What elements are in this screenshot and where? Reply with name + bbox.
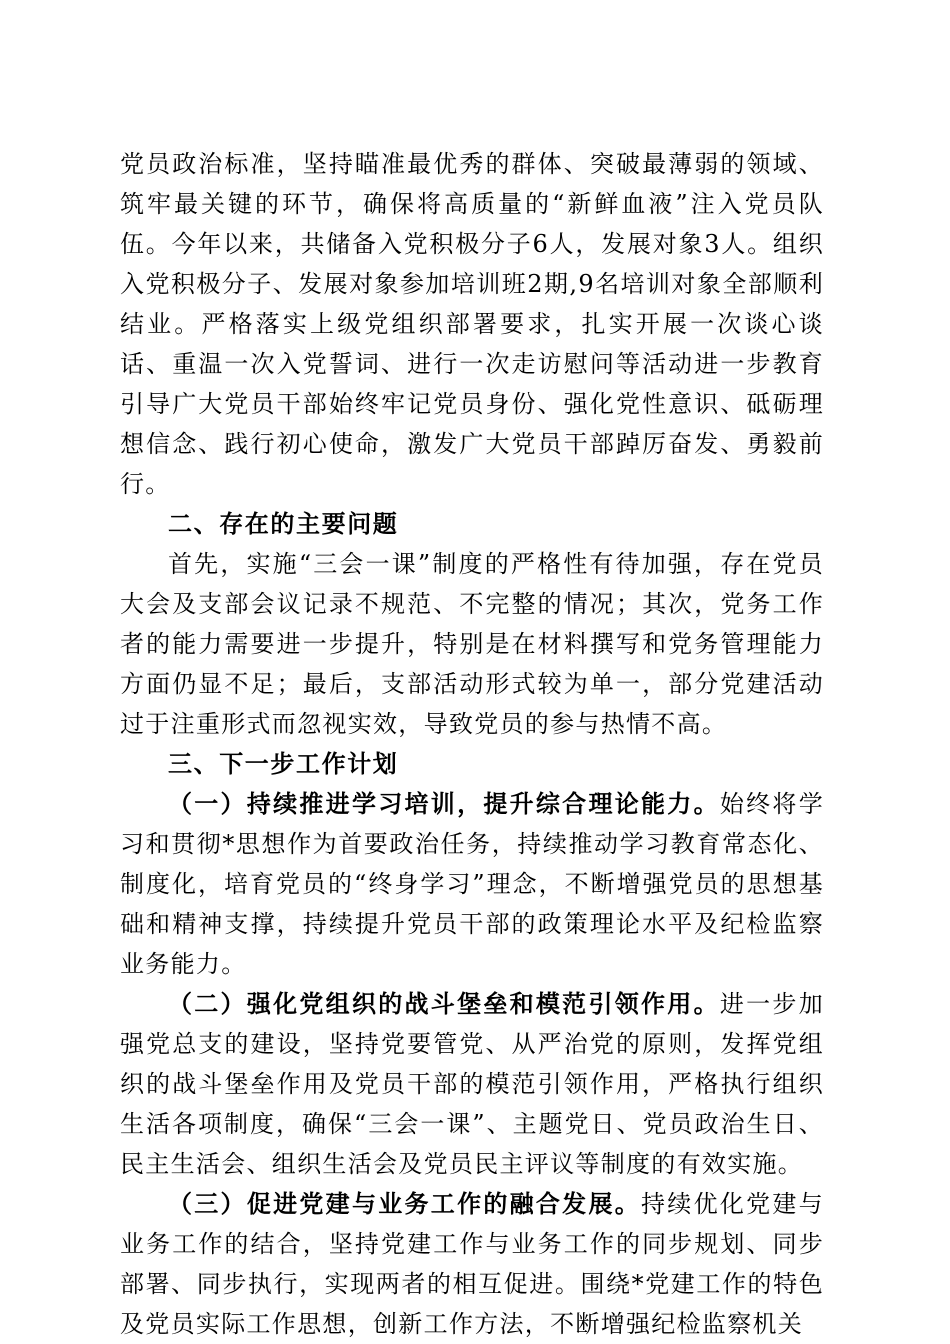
document-page bbox=[120, 144, 824, 1344]
problems-paragraph: 首先，实施“三会一课”制度的严格性有待加强，存在党员大会及支部会议记录不规范、不完整的情况；其次，党务工作者的能力需要进一步提升，特别是在材料撰写和党务管理能力方面仍显不足；最后，支部活动形式较为单一，部分党建活动过于注重形式而忽视实效，导致党员的参与热情不高。 bbox=[120, 550, 824, 738]
plan-item-1-body: 始终将学习和贯彻*思想作为首要政治任务，持续推动学习教育常态化、制度化，培育党员的“终身学习”理念，不断增强党员的思想基础和精神支撑，持续提升党员干部的政策理论水平及纪检监察业务能力。 bbox=[120, 790, 824, 978]
section-heading-problems: 二、存在的主要问题 bbox=[168, 510, 399, 538]
plan-item-2-body: 进一步加强党总支的建设，坚持党要管党、从严治党的原则，发挥党组织的战斗堡垒作用及党员干部的模范引领作用，严格执行组织生活各项制度，确保“三会一课”、主题党日、党员政治生日、民主生活会、组织生活会及党员民主评议等制度的有效实施。 bbox=[120, 990, 824, 1178]
plan-item-1 bbox=[120, 784, 824, 984]
plan-item-3 bbox=[120, 1184, 824, 1344]
plan-item-3-body: 持续优化党建与业务工作的结合，坚持党建工作与业务工作的同步规划、同步部署、同步执行，实现两者的相互促进。围绕*党建工作的特色及党员实际工作思想，创新工作方法，不断增强纪检监察机关 bbox=[120, 1190, 824, 1338]
plan-item-1-lead: （一）持续推进学习培训，提升综合理论能力。 bbox=[168, 789, 720, 818]
plan-item-3-lead: （三）促进党建与业务工作的融合发展。 bbox=[168, 1189, 642, 1218]
plan-item-2-lead: （二）强化党组织的战斗堡垒和模范引领作用。 bbox=[168, 989, 720, 1018]
section-heading-plan: 三、下一步工作计划 bbox=[168, 750, 399, 778]
plan-item-2 bbox=[120, 984, 824, 1184]
continuation-paragraph: 党员政治标准，坚持瞄准最优秀的群体、突破最薄弱的领域、筑牢最关键的环节，确保将高质量的“新鲜血液”注入党员队伍。今年以来，共储备入党积极分子6人，发展对象3人。组织入党积极分子、发展对象参加培训班2期,9名培训对象全部顺利结业。严格落实上级党组织部署要求，扎实开展一次谈心谈话、重温一次入党誓词、进行一次走访慰问等活动进一步教育引导广大党员干部始终牢记党员身份、强化党性意识、砥砺理想信念、践行初心使命，激发广大党员干部踔厉奋发、勇毅前行。 bbox=[120, 150, 824, 498]
